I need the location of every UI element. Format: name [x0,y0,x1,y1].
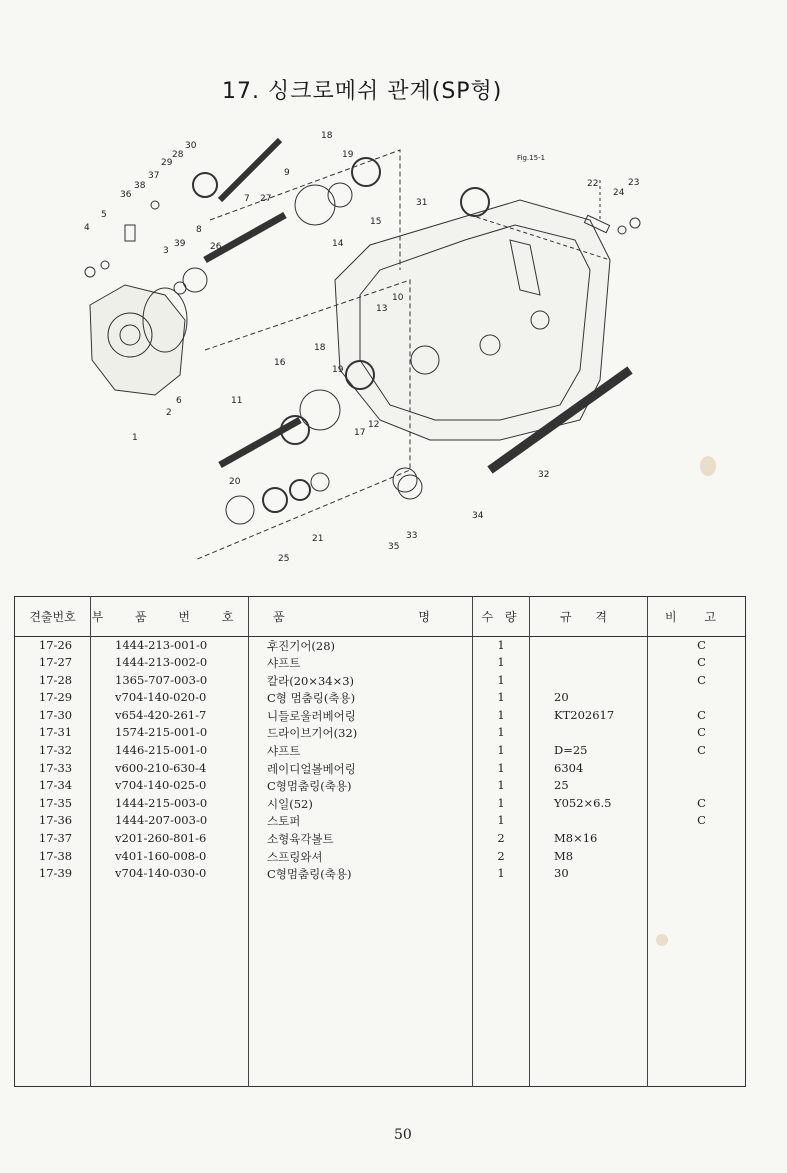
exploded-parts-diagram [70,120,670,580]
callout-11: 11 [231,396,243,406]
cell-spec: Y052×6.5 [530,795,648,813]
callout-29: 29 [161,158,173,168]
paper-stain [700,456,716,476]
table-row [15,760,746,778]
page-title: 17. 싱크로메쉬 관계(SP형) [222,79,503,104]
cell-part-no: v401-160-008-0 [91,848,249,866]
cell-spec: M8×16 [530,830,648,848]
empty-cell [530,883,648,1087]
callout-10: 10 [392,293,404,303]
cell-ref-no: 17-27 [15,654,91,672]
callout-25: 25 [278,554,290,564]
cell-part-name: C형 멈춤링(축용) [249,689,473,707]
cell-part-name: C형멈춤링(축용) [249,865,473,883]
cell-part-name: 샤프트 [249,742,473,760]
callout-27: 27 [260,194,272,204]
cell-ref-no: 17-26 [15,637,91,655]
callout-6: 6 [176,396,182,406]
callout-34: 34 [472,511,484,521]
cell-ref-no: 17-32 [15,742,91,760]
cell-spec [530,724,648,742]
callout-18-top: 18 [321,131,333,141]
table-row [15,848,746,866]
header-note: 비 고 [648,597,746,637]
callout-24: 24 [613,188,625,198]
cell-qty: 1 [473,795,530,813]
cell-part-no: v704-140-020-0 [91,689,249,707]
cell-ref-no: 17-36 [15,812,91,830]
callout-39: 39 [174,239,186,249]
table-row [15,724,746,742]
cell-spec: M8 [530,848,648,866]
cell-part-name: C형멈춤링(축용) [249,777,473,795]
callout-7: 7 [244,194,250,204]
empty-cell [249,883,473,1087]
callout-21: 21 [312,534,324,544]
cell-part-no: v704-140-025-0 [91,777,249,795]
table-row [15,637,746,655]
cell-qty: 1 [473,777,530,795]
cell-part-no: 1444-213-001-0 [91,637,249,655]
cell-ref-no: 17-35 [15,795,91,813]
cell-part-name: 스토퍼 [249,812,473,830]
callout-31: 31 [416,198,428,208]
cell-part-no: 1574-215-001-0 [91,724,249,742]
cell-qty: 1 [473,637,530,655]
cell-part-name: 드라이브기어(32) [249,724,473,742]
callout-19-mid: 19 [332,365,344,375]
page-number: 50 [394,1127,412,1143]
cell-part-no: v704-140-030-0 [91,865,249,883]
header-ref-no: 견출번호 [15,597,91,637]
callout-16: 16 [274,358,286,368]
cell-note: C [697,795,706,810]
table-row [15,865,746,883]
cell-qty: 1 [473,812,530,830]
cell-part-name: 레이디얼볼베어링 [249,760,473,778]
callout-14: 14 [332,239,344,249]
callout-28: 28 [172,150,184,160]
cell-note [648,689,746,707]
callout-20: 20 [229,477,241,487]
cell-note [648,760,746,778]
callout-30: 30 [185,141,197,151]
callout-1: 1 [132,433,138,443]
cell-note: C [697,725,706,740]
cell-spec: 20 [530,689,648,707]
callout-4: 4 [84,223,90,233]
cell-qty: 1 [473,672,530,690]
cell-qty: 1 [473,654,530,672]
cell-qty: 2 [473,848,530,866]
empty-cell [91,883,249,1087]
cell-part-no: v654-420-261-7 [91,707,249,725]
empty-cell [15,883,91,1087]
cell-ref-no: 17-30 [15,707,91,725]
cell-part-no: 1444-213-002-0 [91,654,249,672]
cell-part-name: 소형육각볼트 [249,830,473,848]
callout-13: 13 [376,304,388,314]
table-row [15,672,746,690]
figure-label: Fig.15-1 [517,154,546,162]
cell-note: C [697,655,706,670]
cell-spec: 25 [530,777,648,795]
table-row [15,742,746,760]
callout-12: 12 [368,420,380,430]
cell-qty: 1 [473,742,530,760]
cell-spec: 6304 [530,760,648,778]
cell-qty: 1 [473,724,530,742]
cell-note [648,848,746,866]
cell-ref-no: 17-39 [15,865,91,883]
callout-37: 37 [148,171,160,181]
cell-part-name: 니들로울러베어링 [249,707,473,725]
callout-36: 36 [120,190,132,200]
callout-8: 8 [196,225,202,235]
callout-26: 26 [210,242,222,252]
cell-ref-no: 17-33 [15,760,91,778]
cell-ref-no: 17-28 [15,672,91,690]
cell-ref-no: 17-37 [15,830,91,848]
cell-spec: KT202617 [530,707,648,725]
cell-spec: 30 [530,865,648,883]
callout-38: 38 [134,181,146,191]
cell-part-name: 칼라(20×34×3) [249,672,473,690]
callout-22: 22 [587,179,599,189]
table-row [15,689,746,707]
callout-17: 17 [354,428,366,438]
table-row [15,795,746,813]
cell-ref-no: 17-29 [15,689,91,707]
header-qty: 수 량 [473,597,530,637]
cell-note [648,777,746,795]
cell-qty: 1 [473,760,530,778]
cell-note: C [697,672,706,687]
empty-cell [473,883,530,1087]
cell-part-no: v201-260-801-6 [91,830,249,848]
cell-part-name: 후진기어(28) [249,637,473,655]
callout-33: 33 [406,531,418,541]
callout-18-mid: 18 [314,343,326,353]
callout-5: 5 [101,210,107,220]
cell-qty: 1 [473,707,530,725]
cell-note [648,865,746,883]
callout-2: 2 [166,408,172,418]
cell-note: C [697,813,706,828]
table-row [15,830,746,848]
header-part-name: 품 명 [249,597,473,637]
callout-15: 15 [370,217,382,227]
cell-qty: 1 [473,689,530,707]
cell-ref-no: 17-31 [15,724,91,742]
callout-19-top: 19 [342,150,354,160]
header-part-no: 부 품 번 호 [91,597,249,637]
cell-part-no: 1444-215-003-0 [91,795,249,813]
cell-part-no: v600-210-630-4 [91,760,249,778]
table-row [15,777,746,795]
table-header-row [15,597,746,637]
cell-ref-no: 17-34 [15,777,91,795]
table-row [15,707,746,725]
cell-note [648,830,746,848]
callout-35: 35 [388,542,400,552]
table-row [15,812,746,830]
cell-note: C [697,638,706,652]
cell-part-name: 스프링와셔 [249,848,473,866]
cell-spec [530,654,648,672]
cell-note: C [697,707,706,722]
callout-32: 32 [538,470,550,480]
diagram-drawing [70,120,670,580]
table-row [15,654,746,672]
cell-qty: 2 [473,830,530,848]
cell-note: C [697,743,706,758]
cell-part-no: 1444-207-003-0 [91,812,249,830]
cell-part-no: 1365-707-003-0 [91,672,249,690]
callout-23: 23 [628,178,640,188]
parts-table [14,596,746,1087]
callout-3: 3 [163,246,169,256]
empty-cell [648,883,746,1087]
table-filler-row [15,883,746,1087]
cell-part-no: 1446-215-001-0 [91,742,249,760]
cell-ref-no: 17-38 [15,848,91,866]
cell-spec [530,637,648,655]
cell-qty: 1 [473,865,530,883]
cell-spec [530,812,648,830]
cell-part-name: 시일(52) [249,795,473,813]
cell-part-name: 샤프트 [249,654,473,672]
header-spec: 규 격 [530,597,648,637]
cell-spec: D=25 [530,742,648,760]
callout-9: 9 [284,168,290,178]
paper-stain [656,934,668,946]
cell-spec [530,672,648,690]
